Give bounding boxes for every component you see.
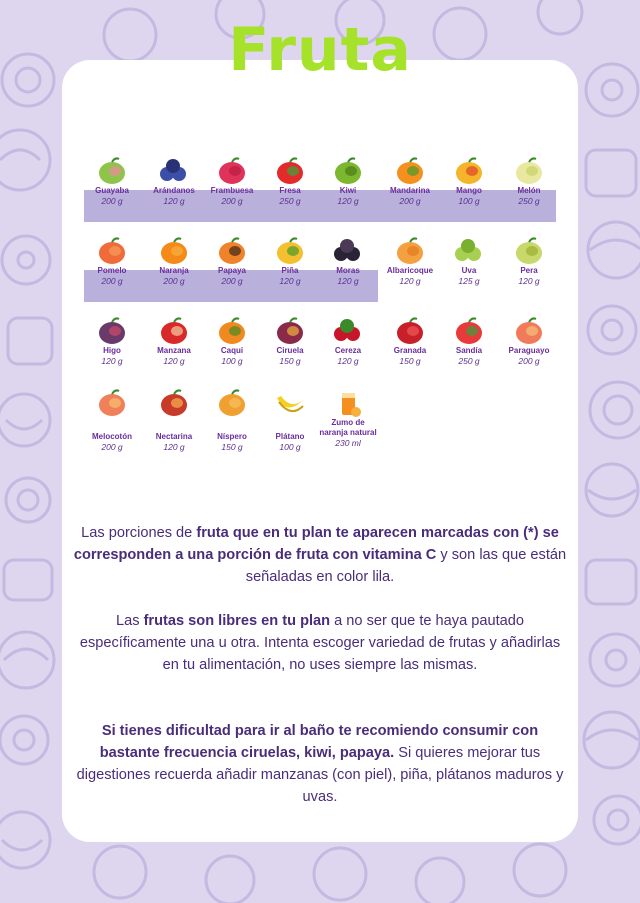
fruit-quantity: 120 g <box>518 276 540 286</box>
nectarine-icon <box>157 388 191 418</box>
fruit-quantity: 200 g <box>221 276 243 286</box>
fruit-item <box>498 156 560 207</box>
fruit-name: Níspero <box>217 432 247 441</box>
paragraph-vitamin-c <box>72 522 568 588</box>
apple-icon <box>157 316 191 346</box>
fruit-quantity: 150 g <box>399 356 421 366</box>
fruit-item <box>81 316 143 367</box>
fruit-item <box>143 316 205 367</box>
fruit-name: Nectarina <box>155 432 193 441</box>
pear-icon <box>512 236 546 266</box>
melon-icon <box>512 156 546 186</box>
fruit-item <box>201 388 263 453</box>
blueberries-icon <box>157 156 191 186</box>
paragraph-text: a no ser que te haya pautado específicamente una u otra. Intenta escoger variedad de frutas y añadirlas en tu alimentación, no uses siempre las mismas. <box>79 613 561 673</box>
fruit-name: Pomelo <box>97 266 127 275</box>
papaya-icon <box>215 236 249 266</box>
fruit-item <box>259 156 321 207</box>
fruit-item <box>81 236 143 287</box>
fruit-item <box>143 156 205 207</box>
fruit-item <box>259 316 321 367</box>
fruit-name: Zumo de naranja natural <box>319 418 377 437</box>
pineapple-icon <box>273 236 307 266</box>
fruit-name: Albaricoque <box>386 266 434 275</box>
paragraph-bold: fruta que en tu plan te aparecen marcadas con (*) se corresponden a una porción de fruta con vitamina C <box>73 525 559 563</box>
fruit-name: Naranja <box>159 266 189 275</box>
fruit-item <box>379 236 441 287</box>
kiwi-icon <box>331 156 365 186</box>
fruit-name: Piña <box>281 266 299 275</box>
fruit-name: Cereza <box>334 346 362 355</box>
fruit-item <box>317 236 379 287</box>
fruit-item <box>259 236 321 287</box>
fruit-name: Sandía <box>455 346 483 355</box>
fruit-name: Frambuesa <box>210 186 254 195</box>
strawberry-icon <box>273 156 307 186</box>
page-title: Fruta <box>228 15 412 85</box>
fruit-quantity: 100 g <box>221 356 243 366</box>
loquat-icon <box>215 388 249 418</box>
apricot-icon <box>393 236 427 266</box>
fig-icon <box>95 316 129 346</box>
mango-icon <box>452 156 486 186</box>
persimmon-icon <box>215 316 249 346</box>
fruit-quantity: 250 g <box>518 196 540 206</box>
banana-icon <box>273 388 307 418</box>
fruit-quantity: 100 g <box>279 442 301 452</box>
raspberry-icon <box>215 156 249 186</box>
fruit-item <box>81 388 143 453</box>
fruit-name: Fresa <box>279 186 301 195</box>
fruit-quantity: 125 g <box>458 276 480 286</box>
fruit-quantity: 120 g <box>337 356 359 366</box>
fruit-name: Granada <box>393 346 427 355</box>
fruit-item <box>438 236 500 287</box>
fruit-quantity: 200 g <box>163 276 185 286</box>
orange-juice-icon <box>331 388 365 418</box>
flat-peach-icon <box>512 316 546 346</box>
fruit-name: Melocotón <box>92 432 132 441</box>
grapefruit-icon <box>95 236 129 266</box>
paragraph-text: y son las que están señaladas en color lila. <box>245 547 567 585</box>
paragraph-bold: frutas son libres en tu plan <box>143 613 331 629</box>
fruit-name: Manzana <box>157 346 191 355</box>
fruit-item <box>201 156 263 207</box>
fruit-name: Arándanos <box>153 186 195 195</box>
cherries-icon <box>331 316 365 346</box>
fruit-item <box>379 316 441 367</box>
paragraph-text: Las <box>115 613 144 629</box>
fruit-name: Higo <box>103 346 121 355</box>
fruit-quantity: 120 g <box>399 276 421 286</box>
fruit-quantity: 200 g <box>101 442 123 452</box>
fruit-name: Papaya <box>217 266 247 275</box>
orange-icon <box>157 236 191 266</box>
fruit-quantity: 120 g <box>163 356 185 366</box>
fruit-item <box>438 156 500 207</box>
fruit-item <box>317 388 379 449</box>
fruit-quantity: 200 g <box>518 356 540 366</box>
fruit-name: Kiwi <box>339 186 357 195</box>
mandarin-icon <box>393 156 427 186</box>
fruit-name: Moras <box>336 266 360 275</box>
fruit-quantity: 250 g <box>458 356 480 366</box>
fruit-name: Caqui <box>220 346 244 355</box>
fruit-item <box>438 316 500 367</box>
paragraph-text: Si quieres mejorar tus digestiones recuerda añadir manzanas (con piel), piña, plátanos maduros y uvas. <box>76 745 564 805</box>
fruit-quantity: 150 g <box>279 356 301 366</box>
info-text <box>72 522 568 808</box>
fruit-quantity: 120 g <box>101 356 123 366</box>
paragraph-digestion <box>72 720 568 808</box>
fruit-quantity: 200 g <box>221 196 243 206</box>
fruit-quantity: 120 g <box>163 442 185 452</box>
fruit-quantity: 200 g <box>101 276 123 286</box>
fruit-item <box>143 388 205 453</box>
fruit-name: Plátano <box>275 432 305 441</box>
fruit-item <box>143 236 205 287</box>
fruit-item <box>317 156 379 207</box>
fruit-quantity: 250 g <box>279 196 301 206</box>
watermelon-icon <box>452 316 486 346</box>
grapes-icon <box>452 236 486 266</box>
fruit-quantity: 120 g <box>337 196 359 206</box>
fruit-item <box>498 236 560 287</box>
fruit-name: Paraguayo <box>508 346 550 355</box>
fruit-item <box>379 156 441 207</box>
fruit-item <box>498 316 560 367</box>
paragraph-free-fruits <box>72 610 568 676</box>
paragraph-bold: Si tienes dificultad para ir al baño te recomiendo consumir con bastante frecuencia ciruelas, kiwi, papaya. <box>99 723 539 761</box>
fruit-quantity: 120 g <box>337 276 359 286</box>
paragraph-text: Las porciones de <box>81 525 197 541</box>
pomegranate-icon <box>393 316 427 346</box>
fruit-item <box>259 388 321 453</box>
fruit-name: Ciruela <box>276 346 304 355</box>
fruit-name: Uva <box>461 266 477 275</box>
fruit-quantity: 100 g <box>458 196 480 206</box>
fruit-quantity: 200 g <box>101 196 123 206</box>
fruit-quantity: 150 g <box>221 442 243 452</box>
fruit-item <box>201 236 263 287</box>
blackberries-icon <box>331 236 365 266</box>
fruit-name: Mandarina <box>389 186 430 195</box>
plum-icon <box>273 316 307 346</box>
fruit-item <box>201 316 263 367</box>
fruit-quantity: 120 g <box>163 196 185 206</box>
peach-icon <box>95 388 129 418</box>
fruit-item <box>317 316 379 367</box>
fruit-name: Guayaba <box>95 186 129 195</box>
fruit-quantity: 120 g <box>279 276 301 286</box>
guava-icon <box>95 156 129 186</box>
fruit-quantity: 200 g <box>399 196 421 206</box>
fruit-quantity: 230 ml <box>335 438 361 448</box>
fruit-name: Mango <box>456 186 482 195</box>
fruit-item <box>81 156 143 207</box>
fruit-name: Melón <box>517 186 541 195</box>
fruit-name: Pera <box>520 266 538 275</box>
